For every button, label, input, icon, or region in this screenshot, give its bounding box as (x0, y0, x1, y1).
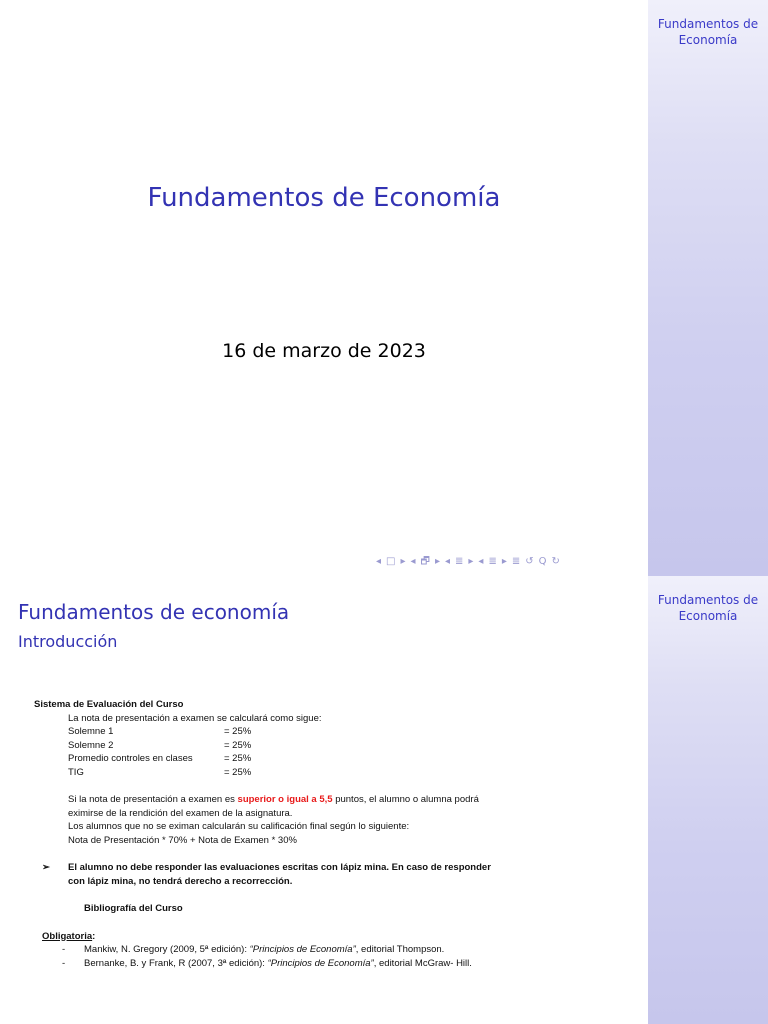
reference-author: Mankiw, N. Gregory (2009, 5ª edición): (84, 944, 250, 955)
component-value: = 25% (224, 739, 252, 751)
exemption-text-end: puntos, el alumno o alumna podrá (332, 794, 479, 805)
component-value: = 25% (224, 726, 252, 737)
nav-search-icon[interactable]: Q (538, 556, 547, 567)
reference-marker: - (62, 944, 66, 955)
frame-title: Fundamentos de economía (18, 600, 290, 624)
reference-title: “Principios de Economía” (249, 944, 356, 955)
nav-prev-icon[interactable]: ◂ (410, 556, 416, 567)
embedded-document (34, 698, 634, 970)
nav-next-icon[interactable]: ▸ (434, 556, 440, 567)
sidebar (648, 576, 768, 1024)
nav-document-icon[interactable]: ≣ (488, 556, 497, 567)
nav-next-icon[interactable]: ▸ (400, 556, 406, 567)
exemption-text-line2: eximirse de la rendición del examen de la asignatura. (68, 807, 293, 819)
reference-publisher: , editorial Thompson. (355, 944, 445, 955)
sidebar-section-link[interactable] (648, 16, 768, 48)
sidebar (648, 0, 768, 576)
nav-next-icon[interactable]: ▸ (501, 556, 507, 567)
component-label: Promedio controles en clases (68, 753, 193, 764)
final-grade-text: Los alumnos que no se eximan calcularán su calificación final según lo siguiente: (68, 821, 410, 832)
required-label-colon: : (92, 930, 96, 942)
pencil-rule-line2: con lápiz mina, no tendrá derecho a recorrección. (68, 875, 293, 887)
presentation-title: Fundamentos de Economía (147, 183, 501, 213)
presentation-date: 16 de marzo de 2023 (222, 340, 426, 362)
component-row (68, 752, 634, 766)
reference-item (34, 957, 634, 971)
nav-prev-icon[interactable]: ◂ (444, 556, 450, 567)
navigation-bar (376, 556, 560, 568)
nav-section-icon[interactable]: ≣ (455, 556, 464, 567)
bibliography-heading: Bibliografía del Curso (84, 903, 183, 914)
required-label (34, 930, 634, 944)
component-row (68, 725, 634, 739)
reference-publisher: , editorial McGraw- Hill. (373, 957, 472, 969)
sidebar-title-line-2: Economía (678, 33, 738, 47)
sidebar-title-line-2: Economía (678, 609, 738, 623)
sidebar-section-link[interactable] (648, 592, 768, 624)
nav-back-icon[interactable]: ↺ (525, 556, 534, 567)
nav-forward-icon[interactable]: ↻ (551, 556, 560, 567)
reference-marker: - (62, 957, 66, 969)
nav-prev-icon[interactable]: ◂ (376, 556, 382, 567)
nav-frame-icon[interactable]: □ (386, 556, 396, 567)
reference-author: Bernanke, B. y Frank, R (2007, 3ª edición): (84, 957, 268, 969)
sidebar-title-line-1: Fundamentos de (657, 593, 759, 607)
pencil-rule (34, 861, 634, 888)
evaluation-heading: Sistema de Evaluación del Curso (34, 699, 184, 710)
component-label: Solemne 1 (68, 726, 114, 737)
component-label: Solemne 2 (68, 739, 114, 751)
reference-item (34, 943, 634, 957)
component-label: TIG (68, 766, 84, 778)
arrow-bullet-icon: ➢ (42, 862, 50, 873)
nav-subsection-icon[interactable]: 🗗 (420, 556, 430, 567)
reference-title: “Principios de Economía” (267, 957, 374, 969)
nav-prev-icon[interactable]: ◂ (478, 556, 484, 567)
pencil-rule-line1: El alumno no debe responder las evaluaciones escritas con lápiz mina. En caso de responder (68, 862, 491, 873)
exemption-threshold: superior o igual a 5,5 (237, 794, 333, 805)
sidebar-title-line-1: Fundamentos de (657, 17, 759, 31)
component-row (68, 766, 634, 780)
nav-next-icon[interactable]: ▸ (468, 556, 474, 567)
component-value: = 25% (224, 753, 252, 764)
exemption-text-start: Si la nota de presentación a examen es (68, 794, 238, 805)
exemption-paragraph (34, 793, 634, 847)
evaluation-components (34, 725, 634, 779)
component-row (68, 739, 634, 753)
evaluation-intro: La nota de presentación a examen se calculará como sigue: (68, 712, 322, 724)
required-label-text: Obligatoria (42, 930, 93, 942)
frame-subtitle: Introducción (18, 632, 118, 651)
final-grade-formula: Nota de Presentación * 70% + Nota de Examen * 30% (68, 834, 297, 846)
introduction-slide (0, 576, 768, 1024)
nav-align-icon[interactable]: ≣ (511, 556, 521, 567)
component-value: = 25% (224, 766, 252, 778)
